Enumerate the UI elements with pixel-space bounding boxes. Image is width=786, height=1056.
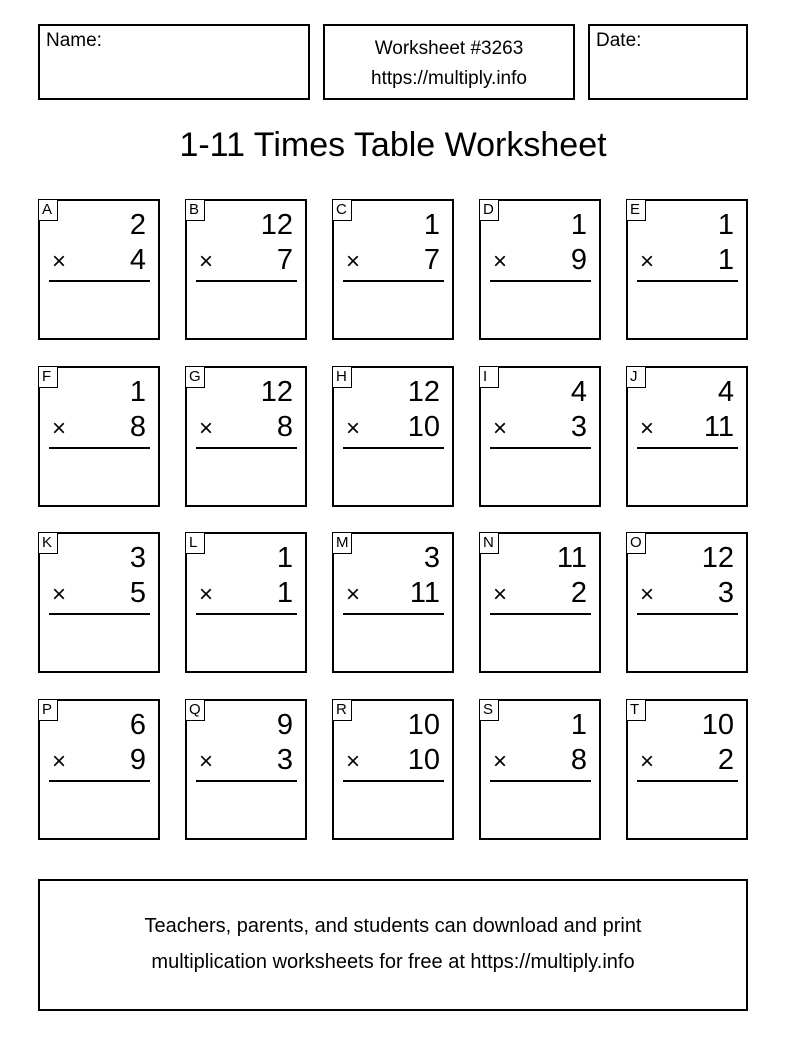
problem-top-number: 3 [129,542,146,574]
times-sign: × [52,748,67,775]
problem-top-number: 6 [129,709,146,741]
problem-bottom-number: 10 [407,411,440,443]
problem-label: L [185,532,205,554]
answer-line [490,447,591,449]
problem-e [626,199,748,340]
problem-k [38,532,160,673]
problem-label: C [332,199,352,221]
problem-top-number: 3 [423,542,440,574]
times-sign: × [52,581,67,608]
problem-label: E [626,199,646,221]
times-sign: × [199,581,214,608]
times-sign: × [346,748,361,775]
problem-p [38,699,160,840]
problem-label: S [479,699,499,721]
times-sign: × [493,748,508,775]
problem-c [332,199,454,340]
problem-a [38,199,160,340]
problem-bottom-number: 9 [129,744,146,776]
answer-line [343,780,444,782]
answer-line [637,447,738,449]
problem-label: M [332,532,352,554]
name-label: Name: [46,30,102,51]
problem-top-number: 12 [701,542,734,574]
answer-line [49,280,150,282]
problem-top-number: 11 [556,542,587,574]
problem-label: D [479,199,499,221]
problem-d [479,199,601,340]
answer-line [196,780,297,782]
problem-bottom-number: 5 [129,577,146,609]
answer-line [343,280,444,282]
answer-line [49,613,150,615]
problem-top-number: 10 [407,709,440,741]
problem-top-number: 1 [129,376,146,408]
problem-label: R [332,699,352,721]
problem-g [185,366,307,507]
problem-label: J [626,366,646,388]
problem-label: A [38,199,58,221]
problem-top-number: 1 [276,542,293,574]
problem-top-number: 4 [717,376,734,408]
answer-line [49,780,150,782]
problem-top-number: 10 [701,709,734,741]
problem-o [626,532,748,673]
problem-label: B [185,199,205,221]
problem-bottom-number: 1 [276,577,293,609]
problem-bottom-number: 8 [570,744,587,776]
problem-top-number: 4 [570,376,587,408]
problem-label: O [626,532,646,554]
answer-line [490,613,591,615]
answer-line [343,613,444,615]
problem-top-number: 2 [129,209,146,241]
answer-line [637,280,738,282]
problem-label: I [479,366,499,388]
problem-m [332,532,454,673]
footer-box [38,879,748,1011]
problem-top-number: 1 [570,709,587,741]
problem-label: T [626,699,646,721]
times-sign: × [640,248,655,275]
problem-top-number: 1 [570,209,587,241]
times-sign: × [199,248,214,275]
worksheet-id: Worksheet #3263 [374,38,524,59]
problem-top-number: 1 [717,209,734,241]
problem-bottom-number: 2 [717,744,734,776]
problem-bottom-number: 8 [129,411,146,443]
problem-l [185,532,307,673]
answer-line [196,280,297,282]
problem-label: G [185,366,205,388]
answer-line [490,280,591,282]
site-url: https://multiply.info [371,68,527,89]
problem-q [185,699,307,840]
times-sign: × [52,415,67,442]
problem-t [626,699,748,840]
problem-bottom-number: 7 [423,244,440,276]
times-sign: × [199,748,214,775]
times-sign: × [640,581,655,608]
problem-top-number: 1 [423,209,440,241]
problem-label: H [332,366,352,388]
times-sign: × [640,748,655,775]
problem-bottom-number: 11 [409,577,440,609]
times-sign: × [346,581,361,608]
times-sign: × [640,415,655,442]
footer-line-1: Teachers, parents, and students can download and print [144,915,642,937]
problem-bottom-number: 3 [717,577,734,609]
problem-bottom-number: 2 [570,577,587,609]
answer-line [490,780,591,782]
problem-b [185,199,307,340]
problem-bottom-number: 11 [703,411,734,443]
problem-bottom-number: 10 [407,744,440,776]
answer-line [637,613,738,615]
times-sign: × [346,415,361,442]
problem-label: Q [185,699,205,721]
problem-s [479,699,601,840]
problem-label: N [479,532,499,554]
times-sign: × [493,581,508,608]
worksheet-title: 1-11 Times Table Worksheet [179,126,607,164]
problem-bottom-number: 9 [570,244,587,276]
problem-label: F [38,366,58,388]
answer-line [196,447,297,449]
problem-top-number: 12 [407,376,440,408]
problem-bottom-number: 4 [129,244,146,276]
answer-line [49,447,150,449]
times-sign: × [346,248,361,275]
problem-bottom-number: 1 [717,244,734,276]
date-label: Date: [596,30,642,51]
problem-r [332,699,454,840]
problem-label: P [38,699,58,721]
problem-bottom-number: 8 [276,411,293,443]
problem-bottom-number: 3 [276,744,293,776]
problem-h [332,366,454,507]
answer-line [637,780,738,782]
times-sign: × [199,415,214,442]
answer-line [343,447,444,449]
problem-f [38,366,160,507]
problem-top-number: 9 [276,709,293,741]
answer-line [196,613,297,615]
problem-top-number: 12 [260,209,293,241]
times-sign: × [493,415,508,442]
times-sign: × [52,248,67,275]
times-sign: × [493,248,508,275]
problem-j [626,366,748,507]
problem-top-number: 12 [260,376,293,408]
problem-bottom-number: 3 [570,411,587,443]
footer-line-2: multiplication worksheets for free at https://multiply.info [151,951,635,973]
problem-bottom-number: 7 [276,244,293,276]
problem-label: K [38,532,58,554]
problem-n [479,532,601,673]
problem-i [479,366,601,507]
